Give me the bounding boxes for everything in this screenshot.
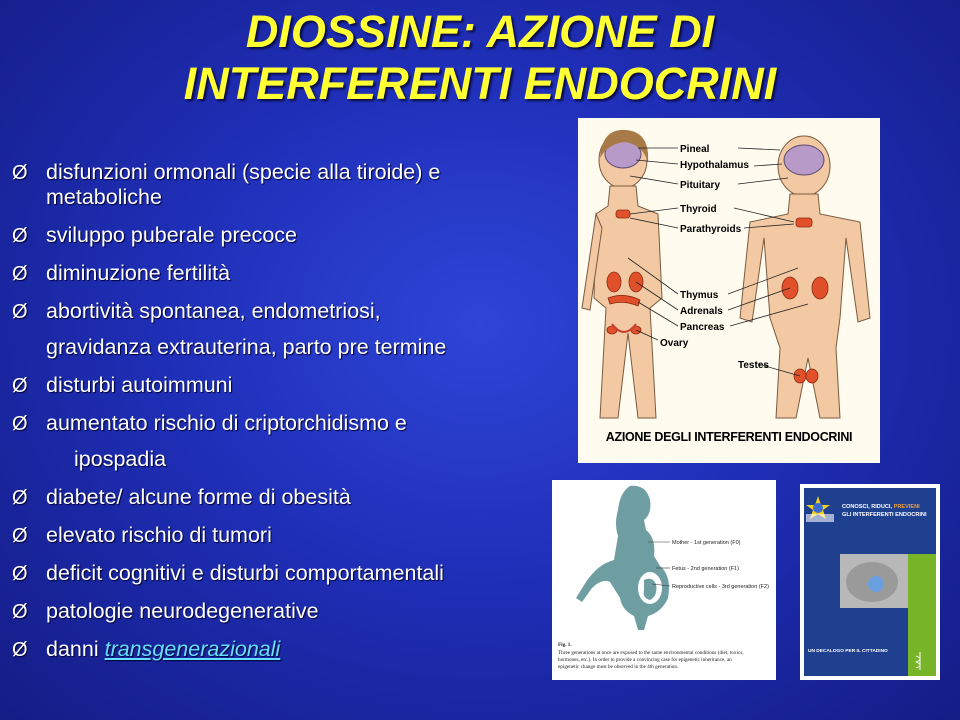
generations-figure: [552, 480, 776, 680]
list-item: Ø disturbi autoimmuni: [12, 373, 233, 397]
list-item: Ø deficit cognitivi e disturbi comportamentali: [12, 561, 444, 585]
bullet-list: [12, 160, 557, 675]
cover-title-line-2: GLI INTERFERENTI ENDOCRINI: [842, 512, 927, 518]
arrow-bullet-icon: Ø: [12, 563, 28, 585]
cover-subtitle: UN DECALOGO PER IL CITTADINO: [808, 649, 888, 654]
list-item: Ø diabete/ alcune forme di obesità: [12, 485, 351, 509]
list-item: Ø danni transgenerazionali: [12, 637, 281, 661]
label-thymus: Thymus: [680, 290, 719, 301]
endocrine-glands-image: [578, 118, 880, 463]
arrow-bullet-icon: Ø: [12, 375, 28, 397]
cover-title: CONOSCI, RIDUCI,: [842, 504, 894, 510]
list-item-continuation: gravidanza extrauterina, parto pre termine: [46, 335, 447, 359]
arrow-bullet-icon: Ø: [12, 525, 28, 547]
arrow-bullet-icon: Ø: [12, 413, 28, 435]
booklet-cover-graphic: [800, 484, 940, 680]
label-f2: Reproductive cells - 3rd generation (F2): [672, 584, 769, 590]
list-item-continuation: ipospadia: [74, 447, 167, 471]
title-line-2: INTERFERENTI ENDOCRINI: [183, 58, 777, 109]
list-item: Ø disfunzioni ormonali (specie alla tiroide) e metaboliche: [12, 160, 441, 209]
transgenerational-link[interactable]: transgenerazionali: [104, 637, 281, 661]
label-ovary: Ovary: [660, 338, 689, 349]
label-f0: Mother - 1st generation (F0): [672, 540, 741, 546]
arrow-bullet-icon: Ø: [12, 301, 28, 323]
fig-text-line: epigenetic change must be observed in the 4th generation.: [558, 664, 679, 670]
list-item: Ø abortività spontanea, endometriosi,: [12, 299, 381, 323]
label-pituitary: Pituitary: [680, 180, 721, 191]
arrow-bullet-icon: Ø: [12, 162, 28, 184]
label-parathyroids: Parathyroids: [680, 224, 742, 235]
arrow-bullet-icon: Ø: [12, 601, 28, 623]
arrow-bullet-icon: Ø: [12, 639, 28, 661]
label-f1: Fetus - 2nd generation (F1): [672, 566, 739, 572]
title-line-1: DIOSSINE: AZIONE DI: [245, 6, 715, 57]
cover-title-highlight: PREVIENI: [893, 504, 920, 510]
slide-title: [100, 6, 860, 110]
figure-caption: AZIONE DEGLI INTERFERENTI ENDOCRINI: [605, 430, 853, 444]
arrow-bullet-icon: Ø: [12, 225, 28, 247]
list-item: Ø aumentato rischio di criptorchidismo e: [12, 411, 407, 435]
list-item: Ø elevato rischio di tumori: [12, 523, 272, 547]
label-pineal: Pineal: [680, 144, 710, 155]
label-thyroid: Thyroid: [680, 204, 717, 215]
label-testes: Testes: [738, 360, 769, 371]
fig-label: Fig. 1.: [558, 642, 572, 648]
list-item: Ø patologie neurodegenerative: [12, 599, 319, 623]
pregnant-woman-silhouette: [552, 480, 776, 680]
arrow-bullet-icon: Ø: [12, 487, 28, 509]
fig-text-line: Three generations at once are exposed to the same environmental conditions (diet, toxics,: [558, 650, 744, 656]
booklet-cover: [800, 484, 940, 680]
svg-text:CONOSCI, RIDUCI, PREVIENI: [842, 504, 920, 510]
label-pancreas: Pancreas: [680, 322, 725, 333]
label-hypothalamus: Hypothalamus: [680, 160, 749, 171]
list-item: Ø sviluppo puberale precoce: [12, 223, 297, 247]
arrow-bullet-icon: Ø: [12, 263, 28, 285]
label-adrenals: Adrenals: [680, 306, 723, 317]
fig-text-line: hormones, etc.). In order to provide a convincing case for epigenetic inheritance, an: [558, 657, 732, 663]
endocrine-body-illustration: [578, 118, 880, 428]
list-item: Ø diminuzione fertilità: [12, 261, 231, 285]
